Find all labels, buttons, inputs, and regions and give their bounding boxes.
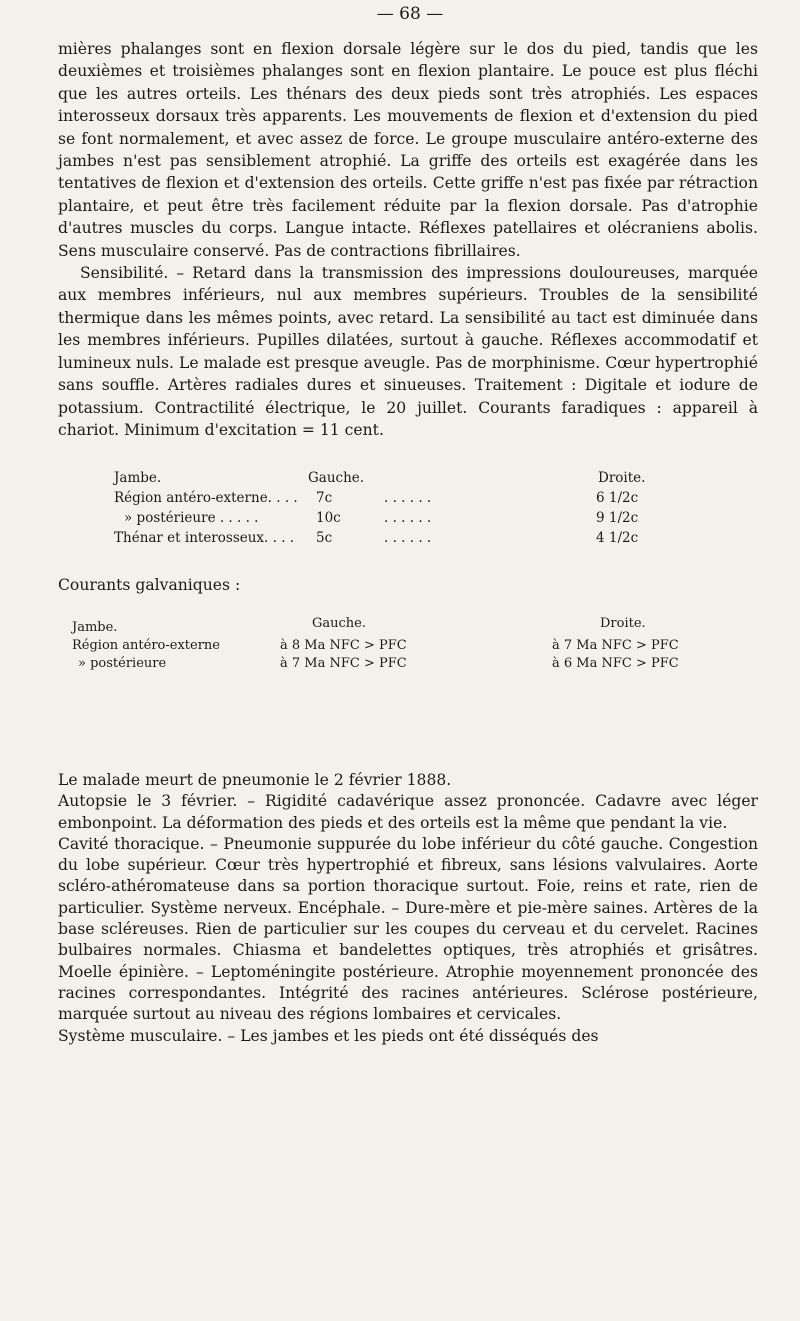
galvanic-row [54,656,766,674]
faradic-header-leg: Jambe. [114,470,162,486]
faradic-row-dots: . . . . . . [384,490,432,506]
page-number: — 68 — [376,4,444,24]
galvanic-header-row [54,616,766,634]
autopsy-report [58,770,758,1047]
galvanic-row-left: à 8 Ma NFC > PFC [280,638,407,653]
faradic-row [54,530,766,548]
galvanic-title: Courants galvaniques : [58,576,241,594]
galvanic-row-label: » postérieure [78,656,167,671]
faradic-row-label: Thénar et interosseux. . . . [114,530,295,546]
galvanic-row-label: Région antéro-externe [72,638,220,653]
galvanic-row [54,638,766,656]
faradic-row-right: 9 1/2c [596,510,639,526]
faradic-row-left: 10c [316,510,341,526]
faradic-header-row [54,470,766,488]
faradic-row [54,510,766,528]
galvanic-title-row [54,576,766,598]
faradic-header-left: Gauche. [308,470,365,486]
faradic-row-dots: . . . . . . [384,510,432,526]
paragraph-death: Le malade meurt de pneumonie le 2 février 1888. [58,771,452,789]
paragraph-autopsy: Autopsie le 3 février. – Rigidité cadavérique assez prononcée. Cadavre avec léger embonpoint. La déformation des pieds et des orteils est la même que pendant la vie. [58,792,758,832]
faradic-row-label: » postérieure . . . . . [124,510,259,526]
paragraph-motor: mières phalanges sont en flexion dorsale légère sur le dos du pied, tandis que les deuxièmes et troisièmes phalanges sont en flexion plantaire. Le pouce est plus fléchi que les autres orteils. Les thénars des deux pieds sont très atrophiés. Les espaces interosseux dorsaux très apparents. Les mouvements de flexion et d'extension du pied se font normalement, et avec assez de force. Le groupe musculaire antéro-externe des jambes n'est pas sensiblement atrophié. La griffe des orteils est exagérée dans les tentatives de flexion et d'extension des orteils. Cette griffe n'est pas fixée par rétraction plantaire, et peut être très facilement réduite par la flexion dorsale. Pas d'atrophie d'autres muscles du corps. Langue intacte. Réflexes patellaires et olécraniens abolis. Sens musculaire conservé. Pas de contractions fibrillaires. [58,40,758,260]
faradic-row-right: 4 1/2c [596,530,639,546]
galvanic-header-leg: Jambe. [72,620,118,635]
galvanic-row-left: à 7 Ma NFC > PFC [280,656,407,671]
book-page [54,0,766,1321]
faradic-row [54,490,766,508]
galvanic-header-left: Gauche. [312,616,366,631]
galvanic-row-right: à 7 Ma NFC > PFC [552,638,679,653]
paragraph-sensibility: Sensibilité. – Retard dans la transmission des impressions douloureuses, marquée aux membres inférieurs, nul aux membres supérieurs. Troubles de la sensibilité thermique dans les mêmes points, avec retard. La sensibilité au tact est diminuée dans les membres inférieurs. Pupilles dilatées, surtout à gauche. Réflexes accommodatif et lumineux nuls. Le malade est presque aveugle. Pas de morphinisme. Cœur hypertrophié sans souffle. Artères radiales dures et sinueuses. Traitement : Digitale et iodure de potassium. Contractilité électrique, le 20 juillet. Courants faradiques : appareil à chariot. Minimum d'excitation = 11 cent. [58,264,758,439]
faradic-row-left: 7c [316,490,333,506]
faradic-header-right: Droite. [598,470,646,486]
clinical-observation [58,38,758,441]
faradic-row-label: Région antéro-externe. . . . [114,490,298,506]
paragraph-muscular: Système musculaire. – Les jambes et les pieds ont été disséqués des [58,1026,599,1045]
faradic-row-dots: . . . . . . [384,530,432,546]
faradic-row-left: 5c [316,530,333,546]
galvanic-header-right: Droite. [600,616,646,631]
galvanic-row-right: à 6 Ma NFC > PFC [552,656,679,671]
faradic-row-right: 6 1/2c [596,490,639,506]
paragraph-thoracic: Cavité thoracique. – Pneumonie suppurée du lobe inférieur du côté gauche. Congestion du lobe supérieur. Cœur très hypertrophié et fibreux, sans lésions valvulaires. Aorte scléro-athéromateuse dans sa portion thoracique surtout. Foie, reins et rate, rien de particulier. Système nerveux. Encéphale. – Dure-mère et pie-mère saines. Artères de la base scléreuses. Rien de particulier sur les coupes du cerveau et du cervelet. Racines bulbaires normales. Chiasma et bandelettes optiques, très atrophiés et grisâtres. Moelle épinière. – Leptoméningite postérieure. Atrophie moyennement prononcée des racines correspondantes. Intégrité des racines antérieures. Sclérose postérieure, marquée surtout au niveau des régions lombaires et cervicales. [58,834,758,1024]
